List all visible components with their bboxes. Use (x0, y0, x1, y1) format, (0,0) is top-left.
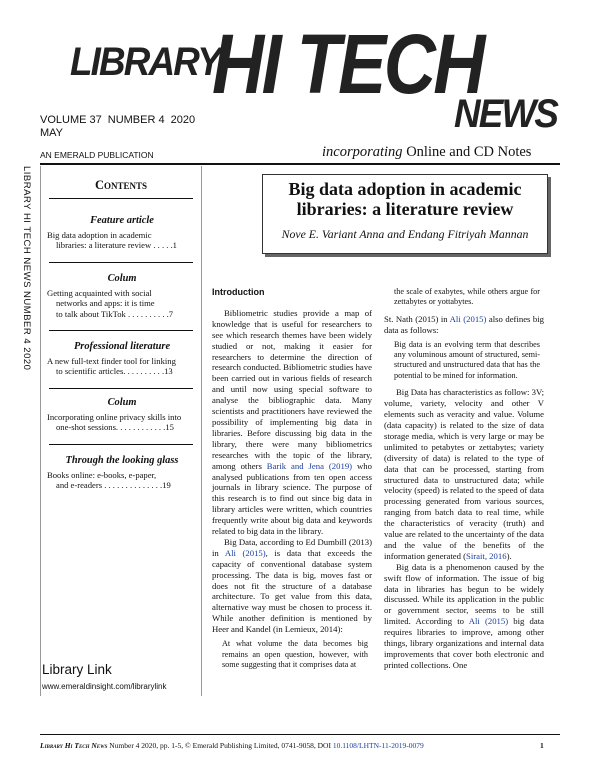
paragraph-text: Big data is a phenomenon caused by the swift flow of information. The issue of big data in libraries has begun to be widely discussed. While its application in the public or government sector, seems to be still limited. According to (384, 561, 544, 627)
issue-number: NUMBER 4 (107, 114, 165, 126)
paragraph-text: Big Data, according to Ed Dumbill (2013) in (212, 536, 372, 558)
contents-section-colum-2[interactable] (47, 398, 197, 433)
section-heading-introduction: Introduction (212, 287, 265, 297)
article-title: Big data adoption in academic libraries: a literature review (288, 179, 522, 219)
paragraph (384, 387, 544, 562)
article-title-box (262, 174, 548, 254)
footer-rule (40, 734, 560, 735)
incorporating-rest: Online and CD Notes (402, 144, 532, 160)
paragraph-text: ). (506, 550, 512, 561)
contents-divider (49, 262, 193, 263)
toc-line: to scientific articles. . . . . . . . . .13 (56, 366, 173, 377)
masthead-hi-tech: HI TECH (212, 17, 483, 111)
citation-link[interactable]: Ali (2015) (224, 547, 266, 558)
block-quote: At what volume the data becomes big remains an open question, however, with some suggesting that it comprises data at (222, 639, 368, 669)
side-journal-text: LIBRARY HI TECH NEWS NUMBER 4 2020 (21, 166, 32, 371)
citation-link[interactable]: Sirait, 2016 (466, 550, 507, 561)
volume: VOLUME 37 (40, 114, 102, 126)
contents-box (40, 166, 202, 696)
library-link-title: Library Link (42, 662, 112, 677)
contents-title: Contents (94, 178, 148, 192)
contents-divider (49, 444, 193, 445)
section-heading: Through the looking glass (65, 455, 179, 466)
section-heading: Feature article (90, 215, 154, 226)
footer-doi-link[interactable]: 10.1108/LHTN-11-2019-0079 (332, 741, 424, 750)
contents-section-feature[interactable] (47, 216, 197, 251)
contents-divider (49, 388, 193, 389)
citation-link[interactable]: Barik and Jena (2019) (266, 460, 353, 471)
article-column-2 (384, 287, 544, 671)
paragraph-text: also defines big data as follows: (384, 313, 545, 335)
contents-section-looking-glass[interactable] (47, 456, 197, 491)
footer-info: Number 4 2020, pp. 1-5, © Emerald Publishing Limited, 0741-9058, DOI (107, 741, 333, 750)
masthead-library: LIBRARY (70, 40, 221, 84)
footer-citation (40, 741, 424, 750)
page-number: 1 (540, 741, 544, 750)
paragraph (212, 308, 372, 537)
paragraph (384, 314, 544, 336)
toc-line: libraries: a literature review . . . . .1 (56, 240, 177, 251)
toc-line: to talk about TikTok . . . . . . . . . .7 (56, 308, 174, 319)
paragraph-text: , is data that exceeds the capacity of conventional database system processing. The data is big, moves fast or does not fit the structure of a database architecture. To get value from this data, alternative way must be chosen to process it. While another definition is mentioned by Heer and Kandel (in Lemieux, 2014): (212, 547, 373, 635)
issue-month: MAY (40, 127, 64, 139)
incorporating-prefix: incorporating (322, 144, 403, 160)
toc-line: networks and apps: it is time (56, 298, 155, 309)
contents-section-colum-1[interactable] (47, 274, 197, 319)
block-quote: Big data is an evolving term that describes any voluminous amount of structured, semi-structured and unstructured data that has the potential to be mined for information. (394, 339, 540, 380)
toc-line: Incorporating online privacy skills into (47, 411, 182, 422)
toc-line: Big data adoption in academic (47, 229, 152, 240)
library-link-url[interactable]: www.emeraldinsight.com/librarylink (42, 682, 167, 691)
section-heading: Colum (107, 273, 137, 284)
section-heading: Professional literature (73, 341, 171, 352)
paragraph-text: Bibliometric studies provide a map of knowledge that is useful for researchers to see which research themes have been widely studied or not, making it easier for researchers to determine the direction of research conducted. Bibliometric studies have been carried out in various fields of research and until now using special software to analyse the bibliographic data. Many scientists and practitioners have reviewed the possibility of implementing big data in libraries. Before discussing big data in the library, there were many bibliometrics researches with the topic of the library, among others (212, 307, 372, 471)
citation-link[interactable]: Ali (2015) (468, 616, 509, 627)
contents-divider (49, 330, 193, 331)
contents-section-professional[interactable] (47, 342, 197, 377)
article-authors: Nove E. Variant Anna and Endang Fitriyah Mannan (281, 227, 529, 241)
header-rule (40, 163, 560, 165)
citation-link[interactable]: Ali (2015) (449, 313, 487, 324)
paragraph-text: big data requires libraries to improve, among other things, library organizations and internal data improvements that cover both electronic and printed collections. One (384, 616, 544, 670)
issue-year: 2020 (170, 114, 196, 126)
block-quote-continued: the scale of exabytes, while others argue for zettabytes or yottabytes. (394, 287, 540, 307)
paragraph (384, 562, 544, 671)
paragraph-text: St. Nath (2015) in (384, 313, 450, 324)
issue-info (40, 114, 201, 140)
toc-line: one-shot sessions. . . . . . . . . . . .15 (56, 422, 174, 433)
footer-journal: Library Hi Tech News (40, 741, 108, 750)
paragraph-text: who analysed publications from ten open access journals in library science. The purpose of this research is to find out since big data in library articles were written, which countries frequently write about big data and keywords related to big data in the library. (212, 460, 372, 537)
toc-line: A new full-text finder tool for linking (47, 355, 176, 366)
side-journal-label (18, 166, 32, 382)
masthead-news: NEWS (454, 92, 558, 136)
paragraph-text: Big Data has characteristics as follow: 3V; volume, variety, velocity and other V elements such as veracity and value. Volume (data capacity) is related to the size of data storage media, which is very large or may be unlimited to petabytes or zettabytes; variety (diversity of data) is related to the type of data that can be processed, starting from structured data to unstructured data; while velocity (speed) is related to the speed of data processing generated from various sources, ranging from batch data to real time, while the characteristics of veracity (truth) and value are related to the uncertainty of the data and the value of the benefits of the information generated ( (384, 387, 544, 561)
contents-divider (49, 198, 193, 199)
toc-line: Getting acquainted with social (47, 287, 152, 298)
publisher-line: AN EMERALD PUBLICATION (40, 150, 154, 160)
paragraph (212, 537, 372, 635)
toc-line: and e-readers . . . . . . . . . . . . . .19 (56, 480, 171, 491)
section-heading: Colum (107, 397, 137, 408)
article-column-1 (212, 287, 372, 676)
incorporating-line (322, 144, 531, 161)
toc-line: Books online: e-books, e-paper, (47, 469, 157, 480)
